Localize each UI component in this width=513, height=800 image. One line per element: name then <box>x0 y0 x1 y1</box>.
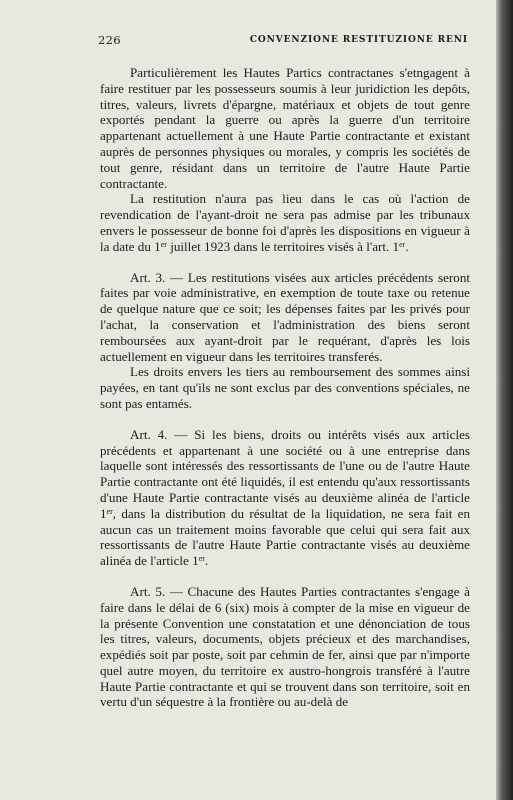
paragraph-text: Art. 4. — Si les biens, droits ou intérêts visés aux articles précédents et appartenant à une société ou à une entreprise dans laquelle sont intéressés des ressortissants de l'une ou de l'autre Haute Partie contractante ont été liquidés, il est entendu qu'aux ressortissants d'une Haute Partie contractante visés au deuxième alinéa de l'article 1 <box>100 426 470 521</box>
superscript: er <box>198 554 205 564</box>
article-3-second-paragraph <box>100 364 470 411</box>
superscript: er <box>160 239 167 249</box>
superscript: er <box>106 506 113 516</box>
page-header <box>98 32 468 48</box>
paragraph-text: Les droits envers les tiers au remboursement des sommes ainsi payées, en tant qu'ils ne sont exclus par des conventions spéciales, ne sont pas entamés. <box>100 364 470 411</box>
paragraph-text: Particulièrement les Hautes Partics contractanes s'etngagent à faire restituer par les possesseurs soumis à leur juridiction les depôts, titres, valeurs, livrets d'épargne, matériaux et objets de tout genre exportés pendant la guerre ou après la guerre d'un territoire appartenant actuellement à une Haute Partie contractante et existant auprès de personnes physiques ou morales, y compris les sociétés de tout genre, résidant dans un territoire de l'autre Haute Partie contractante. <box>100 65 470 191</box>
article-5 <box>100 584 470 710</box>
book-binding-edge <box>496 0 513 800</box>
article-3 <box>100 270 470 365</box>
paragraph-text: , dans la distribution du résultat de la liquidation, ne sera fait en aucun cas un traitement moins favorable que celui qui sera fait aux ressortissants de l'autre Haute Partie contractante visés au deuxième alinéa de l'article 1 <box>100 505 470 569</box>
superscript: er <box>399 239 406 249</box>
paragraph-text: Art. 5. — Chacune des Hautes Parties contractantes s'engage à faire dans le délai de 6 (six) mois à compter de la mise en vigueur de la présente Convention une constatation et une dénonciation de tous les titres, valeurs, documents, objets précieux et des marchandises, expédiés soit par poste, soit par cehmin de fer, ainsi que par n'importe quel autre moyen, du territoire ex austro-hongrois transféré à l'autre Haute Partie contractante et qui se trouvent dans son territoire, soit en vertu d'un séquestre à la frontière ou au-delà de <box>100 583 470 710</box>
paragraph-restitution-exception <box>100 191 470 254</box>
article-4 <box>100 427 470 569</box>
paragraph-text: La restitution n'aura pas lieu dans le cas où l'action de revendication de l'ayant-droit ne sera pas admise par les tribunaux envers le possesseur de bonne foi d'après les dispositions en vigueur à la date du 1 <box>100 191 470 254</box>
paragraph-text: Art. 3. — Les restitutions visées aux articles précédents seront faites par voie administrative, en exemption de toute taxe ou retenue de quelque nature que ce soit; les dépenses faites par les privés pour l'achat, la conservation et l'administration des biens seront remboursées aux ayant-droit par le requérant, d'après les lois actuellement en vigueur dans les territoires transferés. <box>100 269 470 364</box>
page-number: 226 <box>98 33 121 47</box>
paragraph-text: juillet 1923 dans le territoires visés à l'art. 1 <box>166 238 400 254</box>
paragraph-text: . <box>204 553 209 569</box>
paragraph-text: . <box>405 238 409 254</box>
paragraph-restitution-obligation <box>100 65 470 191</box>
page-body <box>100 65 470 710</box>
running-title: CONVENZIONE RESTITUZIONE RENI <box>249 35 468 45</box>
